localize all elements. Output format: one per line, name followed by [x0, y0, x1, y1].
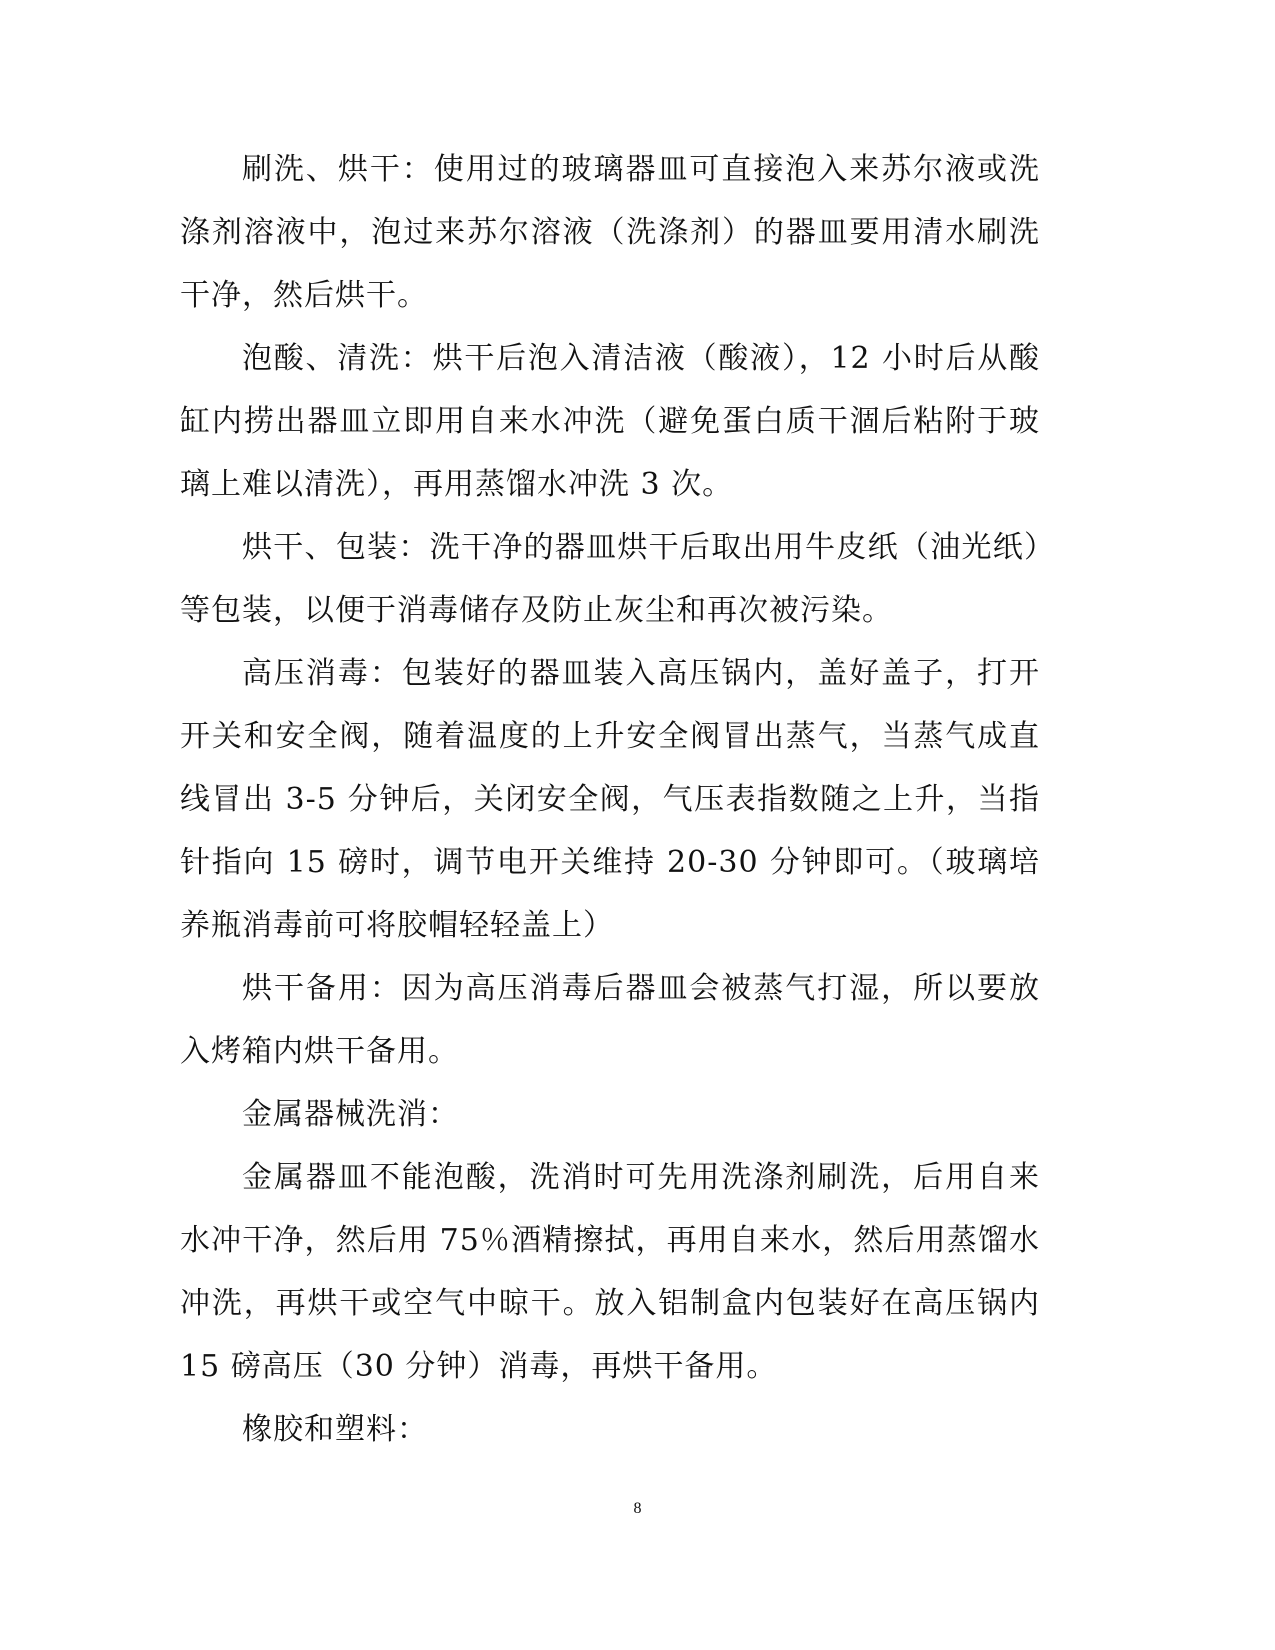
paragraph-dry-package: 烘干、包装：洗干净的器皿烘干后取出用牛皮纸（油光纸）等包装，以便于消毒储存及防止灰尘和再次被污染。 [180, 530, 1040, 628]
heading-metal-instruments: 金属器械洗消： [242, 1097, 459, 1132]
paragraph-metal-cleaning: 金属器皿不能泡酸，洗消时可先用洗涤剂刷洗，后用自来水冲干净，然后用 75％酒精擦拭，再用自来水，然后用蒸馏水冲洗，再烘干或空气中晾干。放入铝制盒内包装好在高压锅内 15 磅高压（30 分钟）消毒，再烘干备用。 [180, 1160, 1040, 1384]
heading-rubber-plastic: 橡胶和塑料： [242, 1412, 428, 1447]
page-number: 8 [633, 1500, 642, 1517]
paragraph-dry-standby: 烘干备用：因为高压消毒后器皿会被蒸气打湿，所以要放入烤箱内烘干备用。 [180, 971, 1040, 1069]
paragraph-acid-rinse: 泡酸、清洗：烘干后泡入清洁液（酸液），12 小时后从酸缸内捞出器皿立即用自来水冲洗（避免蛋白质干涸后粘附于玻璃上难以清洗），再用蒸馏水冲洗 3 次。 [180, 341, 1040, 502]
paragraph-autoclave: 高压消毒：包装好的器皿装入高压锅内，盖好盖子，打开开关和安全阀，随着温度的上升安全阀冒出蒸气，当蒸气成直线冒出 3-5 分钟后，关闭安全阀，气压表指数随之上升，当指针指向 15 磅时，调节电开关维持 20-30 分钟即可。（玻璃培养瓶消毒前可将胶帽轻轻盖上） [180, 656, 1040, 943]
document-body [180, 138, 1040, 1461]
paragraph-brush-dry: 刷洗、烘干：使用过的玻璃器皿可直接泡入来苏尔液或洗涤剂溶液中，泡过来苏尔溶液（洗涤剂）的器皿要用清水刷洗干净，然后烘干。 [180, 152, 1040, 313]
